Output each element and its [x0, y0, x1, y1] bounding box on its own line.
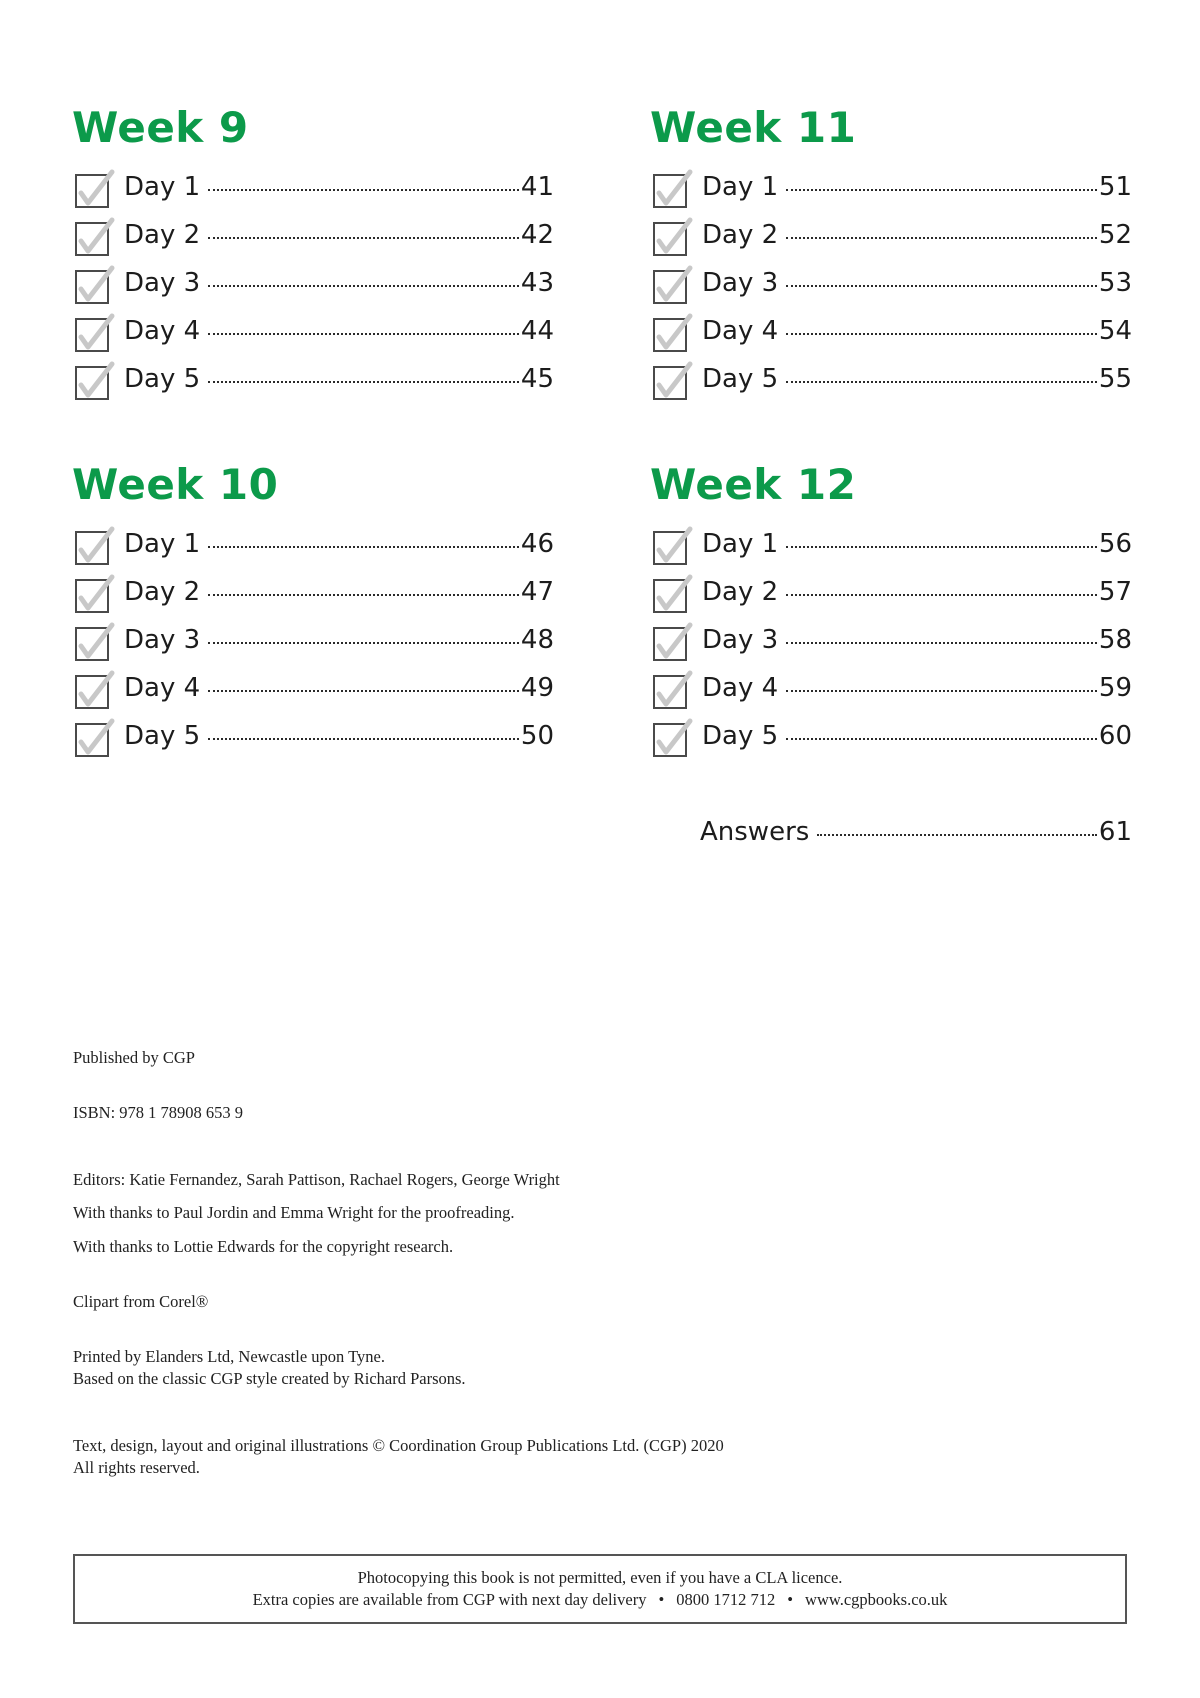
day-label: Day 4	[124, 673, 201, 703]
toc-row-week-12-day-4[interactable]	[650, 664, 1132, 712]
page-number: 61	[1098, 817, 1132, 847]
published-by: Published by CGP	[73, 1048, 195, 1067]
toc-row-week-12-day-5[interactable]	[650, 712, 1132, 760]
day-label: Day 5	[702, 364, 779, 394]
extra-copies-text: Extra copies are available from CGP with next day delivery	[252, 1590, 647, 1609]
dot-leader	[786, 237, 1097, 239]
page-number: 51	[1098, 172, 1132, 202]
page-number: 54	[1098, 316, 1132, 346]
dot-leader	[786, 642, 1097, 644]
page-number: 45	[520, 364, 554, 394]
checkbox-tick-icon[interactable]	[75, 528, 108, 561]
dot-leader	[817, 834, 1097, 836]
page-number: 57	[1098, 577, 1132, 607]
toc-row-week-9-day-1[interactable]	[72, 163, 554, 211]
day-label: Day 3	[702, 625, 779, 655]
toc-row-week-9-day-4[interactable]	[72, 307, 554, 355]
dot-leader	[786, 285, 1097, 287]
day-label: Day 2	[702, 577, 779, 607]
toc-row-week-10-day-5[interactable]	[72, 712, 554, 760]
photocopy-notice: Photocopying this book is not permitted, even if you have a CLA licence.	[357, 1568, 843, 1587]
day-label: Day 4	[124, 316, 201, 346]
page-number: 41	[520, 172, 554, 202]
checkbox-tick-icon[interactable]	[75, 576, 108, 609]
dot-leader	[208, 237, 519, 239]
dot-leader	[786, 546, 1097, 548]
dot-leader	[208, 333, 519, 335]
day-label: Day 1	[702, 172, 779, 202]
dot-leader	[208, 546, 519, 548]
toc-row-answers[interactable]	[700, 808, 1132, 856]
toc-row-week-10-day-4[interactable]	[72, 664, 554, 712]
dot-leader	[786, 189, 1097, 191]
dot-leader	[208, 690, 519, 692]
dot-leader	[786, 690, 1097, 692]
checkbox-tick-icon[interactable]	[653, 171, 686, 204]
day-label: Day 5	[124, 364, 201, 394]
week-11-heading: Week 11	[650, 103, 857, 152]
toc-row-week-12-day-1[interactable]	[650, 520, 1132, 568]
dot-leader	[208, 189, 519, 191]
week-12-section	[650, 460, 1132, 760]
answers-label: Answers	[700, 817, 810, 847]
week-10-section	[72, 460, 554, 760]
toc-row-week-12-day-3[interactable]	[650, 616, 1132, 664]
clipart-credit: Clipart from Corel®	[73, 1292, 209, 1311]
dot-leader	[208, 642, 519, 644]
toc-row-week-9-day-5[interactable]	[72, 355, 554, 403]
toc-row-week-10-day-1[interactable]	[72, 520, 554, 568]
phone-number: 0800 1712 712	[676, 1590, 776, 1609]
page-number: 59	[1098, 673, 1132, 703]
page-number: 56	[1098, 529, 1132, 559]
checkbox-tick-icon[interactable]	[75, 171, 108, 204]
day-label: Day 2	[124, 220, 201, 250]
checkbox-tick-icon[interactable]	[75, 363, 108, 396]
style-credit: Based on the classic CGP style created by Richard Parsons.	[73, 1369, 466, 1388]
week-9-day-list	[72, 163, 554, 403]
checkbox-tick-icon[interactable]	[75, 672, 108, 705]
day-label: Day 2	[702, 220, 779, 250]
page-number: 46	[520, 529, 554, 559]
copyright-notice: Text, design, layout and original illustrations © Coordination Group Publications Ltd. (CGP) 2020	[73, 1436, 724, 1455]
toc-row-week-10-day-3[interactable]	[72, 616, 554, 664]
bullet-separator: •	[658, 1590, 665, 1609]
week-12-day-list	[650, 520, 1132, 760]
page-number: 58	[1098, 625, 1132, 655]
page-number: 49	[520, 673, 554, 703]
checkbox-tick-icon[interactable]	[653, 528, 686, 561]
day-label: Day 3	[124, 625, 201, 655]
page-number: 44	[520, 316, 554, 346]
week-12-heading: Week 12	[650, 460, 857, 509]
checkbox-tick-icon[interactable]	[75, 720, 108, 753]
checkbox-tick-icon[interactable]	[75, 267, 108, 300]
page-number: 55	[1098, 364, 1132, 394]
toc-row-week-12-day-2[interactable]	[650, 568, 1132, 616]
week-11-day-list	[650, 163, 1132, 403]
checkbox-tick-icon[interactable]	[75, 219, 108, 252]
rights-reserved: All rights reserved.	[73, 1458, 200, 1477]
proofreading-thanks: With thanks to Paul Jordin and Emma Wright for the proofreading.	[73, 1203, 515, 1222]
bullet-separator: •	[787, 1590, 794, 1609]
day-label: Day 5	[124, 721, 201, 751]
page-number: 47	[520, 577, 554, 607]
toc-row-week-11-day-5[interactable]	[650, 355, 1132, 403]
day-label: Day 3	[124, 268, 201, 298]
page-number: 50	[520, 721, 554, 751]
page-number: 42	[520, 220, 554, 250]
dot-leader	[208, 381, 519, 383]
toc-row-week-11-day-3[interactable]	[650, 259, 1132, 307]
page-number: 53	[1098, 268, 1132, 298]
copyright-research-thanks: With thanks to Lottie Edwards for the copyright research.	[73, 1237, 454, 1256]
page-number: 52	[1098, 220, 1132, 250]
checkbox-tick-icon[interactable]	[653, 267, 686, 300]
order-info	[75, 1589, 1125, 1611]
toc-row-week-9-day-2[interactable]	[72, 211, 554, 259]
day-label: Day 3	[702, 268, 779, 298]
week-10-heading: Week 10	[72, 460, 279, 509]
dot-leader	[786, 333, 1097, 335]
week-9-heading: Week 9	[72, 103, 249, 152]
toc-row-week-9-day-3[interactable]	[72, 259, 554, 307]
day-label: Day 4	[702, 316, 779, 346]
checkbox-tick-icon[interactable]	[653, 219, 686, 252]
day-label: Day 1	[124, 529, 201, 559]
dot-leader	[208, 594, 519, 596]
editors: Editors: Katie Fernandez, Sarah Pattison, Rachael Rogers, George Wright	[73, 1170, 560, 1189]
dot-leader	[208, 738, 519, 740]
checkbox-tick-icon[interactable]	[653, 720, 686, 753]
day-label: Day 4	[702, 673, 779, 703]
toc-row-week-11-day-4[interactable]	[650, 307, 1132, 355]
checkbox-tick-icon[interactable]	[653, 624, 686, 657]
website-link[interactable]: www.cgpbooks.co.uk	[805, 1590, 948, 1609]
day-label: Day 1	[124, 172, 201, 202]
toc-row-week-10-day-2[interactable]	[72, 568, 554, 616]
day-label: Day 5	[702, 721, 779, 751]
photocopy-notice-box	[73, 1554, 1127, 1624]
week-11-section	[650, 103, 1132, 403]
page-number: 60	[1098, 721, 1132, 751]
day-label: Day 1	[702, 529, 779, 559]
checkbox-tick-icon[interactable]	[75, 624, 108, 657]
dot-leader	[786, 594, 1097, 596]
page-number: 48	[520, 625, 554, 655]
printed-by: Printed by Elanders Ltd, Newcastle upon Tyne.	[73, 1347, 385, 1366]
dot-leader	[786, 381, 1097, 383]
day-label: Day 2	[124, 577, 201, 607]
toc-row-week-11-day-1[interactable]	[650, 163, 1132, 211]
checkbox-tick-icon[interactable]	[653, 576, 686, 609]
checkbox-tick-icon[interactable]	[75, 315, 108, 348]
week-10-day-list	[72, 520, 554, 760]
dot-leader	[786, 738, 1097, 740]
isbn: ISBN: 978 1 78908 653 9	[73, 1103, 244, 1122]
checkbox-tick-icon[interactable]	[653, 315, 686, 348]
checkbox-tick-icon[interactable]	[653, 672, 686, 705]
week-9-section	[72, 103, 554, 403]
checkbox-tick-icon[interactable]	[653, 363, 686, 396]
toc-row-week-11-day-2[interactable]	[650, 211, 1132, 259]
page-number: 43	[520, 268, 554, 298]
dot-leader	[208, 285, 519, 287]
